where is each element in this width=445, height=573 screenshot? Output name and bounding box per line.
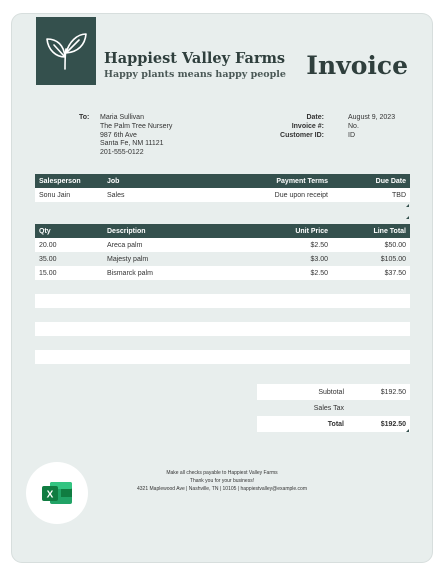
empty-cell[interactable] [103, 350, 231, 364]
empty-cell[interactable] [332, 280, 410, 294]
footer-payable-note: Make all checks payable to Happiest Valley Farms [166, 470, 278, 476]
empty-cell[interactable] [231, 308, 332, 322]
empty-cell[interactable] [231, 294, 332, 308]
unit-price-cell[interactable]: $2.50 [231, 238, 332, 252]
subtotal-value[interactable]: $192.50 [362, 384, 410, 400]
table-row-empty [35, 336, 410, 350]
empty-cell[interactable] [332, 308, 410, 322]
header-qty: Qty [35, 224, 103, 238]
cell-marker [406, 216, 409, 219]
empty-cell[interactable] [332, 322, 410, 336]
job-table [35, 174, 410, 202]
footer-address: 4321 Maplewood Ave | Nashville, TN | 10105 | happiestvalley@example.com [137, 486, 307, 492]
company-tagline: Happy plants means happy people [104, 69, 286, 80]
payment-terms-cell[interactable]: Due upon receipt [231, 188, 332, 202]
description-cell[interactable]: Bismarck palm [103, 266, 231, 280]
cell-marker [406, 204, 409, 207]
bill-to-label: To: [79, 114, 90, 121]
due-date-cell[interactable]: TBD [332, 188, 410, 202]
unit-price-cell[interactable]: $2.50 [231, 266, 332, 280]
invoice-number-label: Invoice #: [291, 122, 324, 130]
header-description: Description [103, 224, 231, 238]
logo-leaf-icon [36, 17, 96, 85]
subtotal-row [257, 384, 410, 400]
svg-text:X: X [46, 489, 54, 501]
description-cell[interactable]: Areca palm [103, 238, 231, 252]
table-row [35, 266, 410, 280]
empty-cell[interactable] [103, 336, 231, 350]
header-line-total: Line Total [332, 224, 410, 238]
empty-cell[interactable] [332, 294, 410, 308]
empty-cell[interactable] [231, 336, 332, 350]
header-payment-terms: Payment Terms [231, 174, 332, 188]
unit-price-cell[interactable]: $3.00 [231, 252, 332, 266]
empty-cell[interactable] [103, 280, 231, 294]
empty-cell[interactable] [103, 322, 231, 336]
qty-cell[interactable]: 20.00 [35, 238, 103, 252]
empty-cell[interactable] [332, 350, 410, 364]
invoice-meta-labels [280, 114, 324, 140]
empty-cell[interactable] [35, 294, 103, 308]
salesperson-cell[interactable]: Sonu Jain [35, 188, 103, 202]
excel-icon [26, 462, 88, 524]
empty-cell[interactable] [35, 308, 103, 322]
items-table-header [35, 224, 410, 238]
date-value[interactable]: August 9, 2023 [348, 114, 396, 121]
table-row-empty [35, 280, 410, 294]
total-value[interactable]: $192.50 [362, 416, 410, 432]
empty-cell[interactable] [103, 294, 231, 308]
excel-app-badge[interactable] [26, 462, 88, 524]
table-row-empty [35, 294, 410, 308]
job-table-header [35, 174, 410, 188]
bill-to-address [100, 114, 172, 158]
description-cell[interactable]: Majesty palm [103, 252, 231, 266]
header-salesperson: Salesperson [35, 174, 103, 188]
qty-cell[interactable]: 15.00 [35, 266, 103, 280]
invoice-meta-values [348, 114, 395, 140]
total-label: Total [257, 416, 362, 432]
date-label: Date: [306, 114, 324, 121]
qty-cell[interactable]: 35.00 [35, 252, 103, 266]
sales-tax-label: Sales Tax [257, 400, 362, 416]
empty-cell[interactable] [332, 336, 410, 350]
footer-thanks: Thank you for your business! [189, 478, 255, 484]
empty-cell[interactable] [35, 336, 103, 350]
invoice-number-value[interactable]: No. [348, 122, 359, 130]
empty-cell[interactable] [231, 280, 332, 294]
bill-to-line: The Palm Tree Nursery [100, 122, 173, 130]
items-table [35, 224, 410, 364]
customer-id-label: Customer ID: [280, 131, 324, 139]
bill-to-line: Santa Fe, NM 11121 [100, 140, 164, 148]
sales-tax-value[interactable] [362, 400, 410, 416]
empty-cell[interactable] [103, 308, 231, 322]
line-total-cell[interactable]: $50.00 [332, 238, 410, 252]
bill-to-line: Maria Sullivan [100, 114, 144, 121]
header-due-date: Due Date [332, 174, 410, 188]
customer-id-value[interactable]: ID [348, 131, 355, 139]
empty-cell[interactable] [35, 322, 103, 336]
company-name: Happiest Valley Farms [104, 50, 286, 67]
header-job: Job [103, 174, 231, 188]
bill-to-line: 987 6th Ave [100, 131, 137, 139]
table-row-empty [35, 350, 410, 364]
table-row [35, 188, 410, 202]
sales-tax-row [257, 400, 410, 416]
table-row-empty [35, 322, 410, 336]
total-row [257, 416, 410, 432]
table-row [35, 238, 410, 252]
table-row-empty [35, 308, 410, 322]
empty-cell[interactable] [231, 322, 332, 336]
company-header [104, 51, 286, 80]
empty-cell[interactable] [35, 280, 103, 294]
table-row [35, 252, 410, 266]
subtotal-label: Subtotal [257, 384, 362, 400]
document-title: Invoice [306, 51, 408, 80]
bill-to-line: 201-555-0122 [100, 149, 144, 157]
empty-cell[interactable] [35, 350, 103, 364]
totals-table [257, 384, 410, 432]
line-total-cell[interactable]: $37.50 [332, 266, 410, 280]
cell-marker [406, 429, 409, 432]
job-cell[interactable]: Sales [103, 188, 231, 202]
line-total-cell[interactable]: $105.00 [332, 252, 410, 266]
empty-cell[interactable] [231, 350, 332, 364]
header-unit-price: Unit Price [231, 224, 332, 238]
